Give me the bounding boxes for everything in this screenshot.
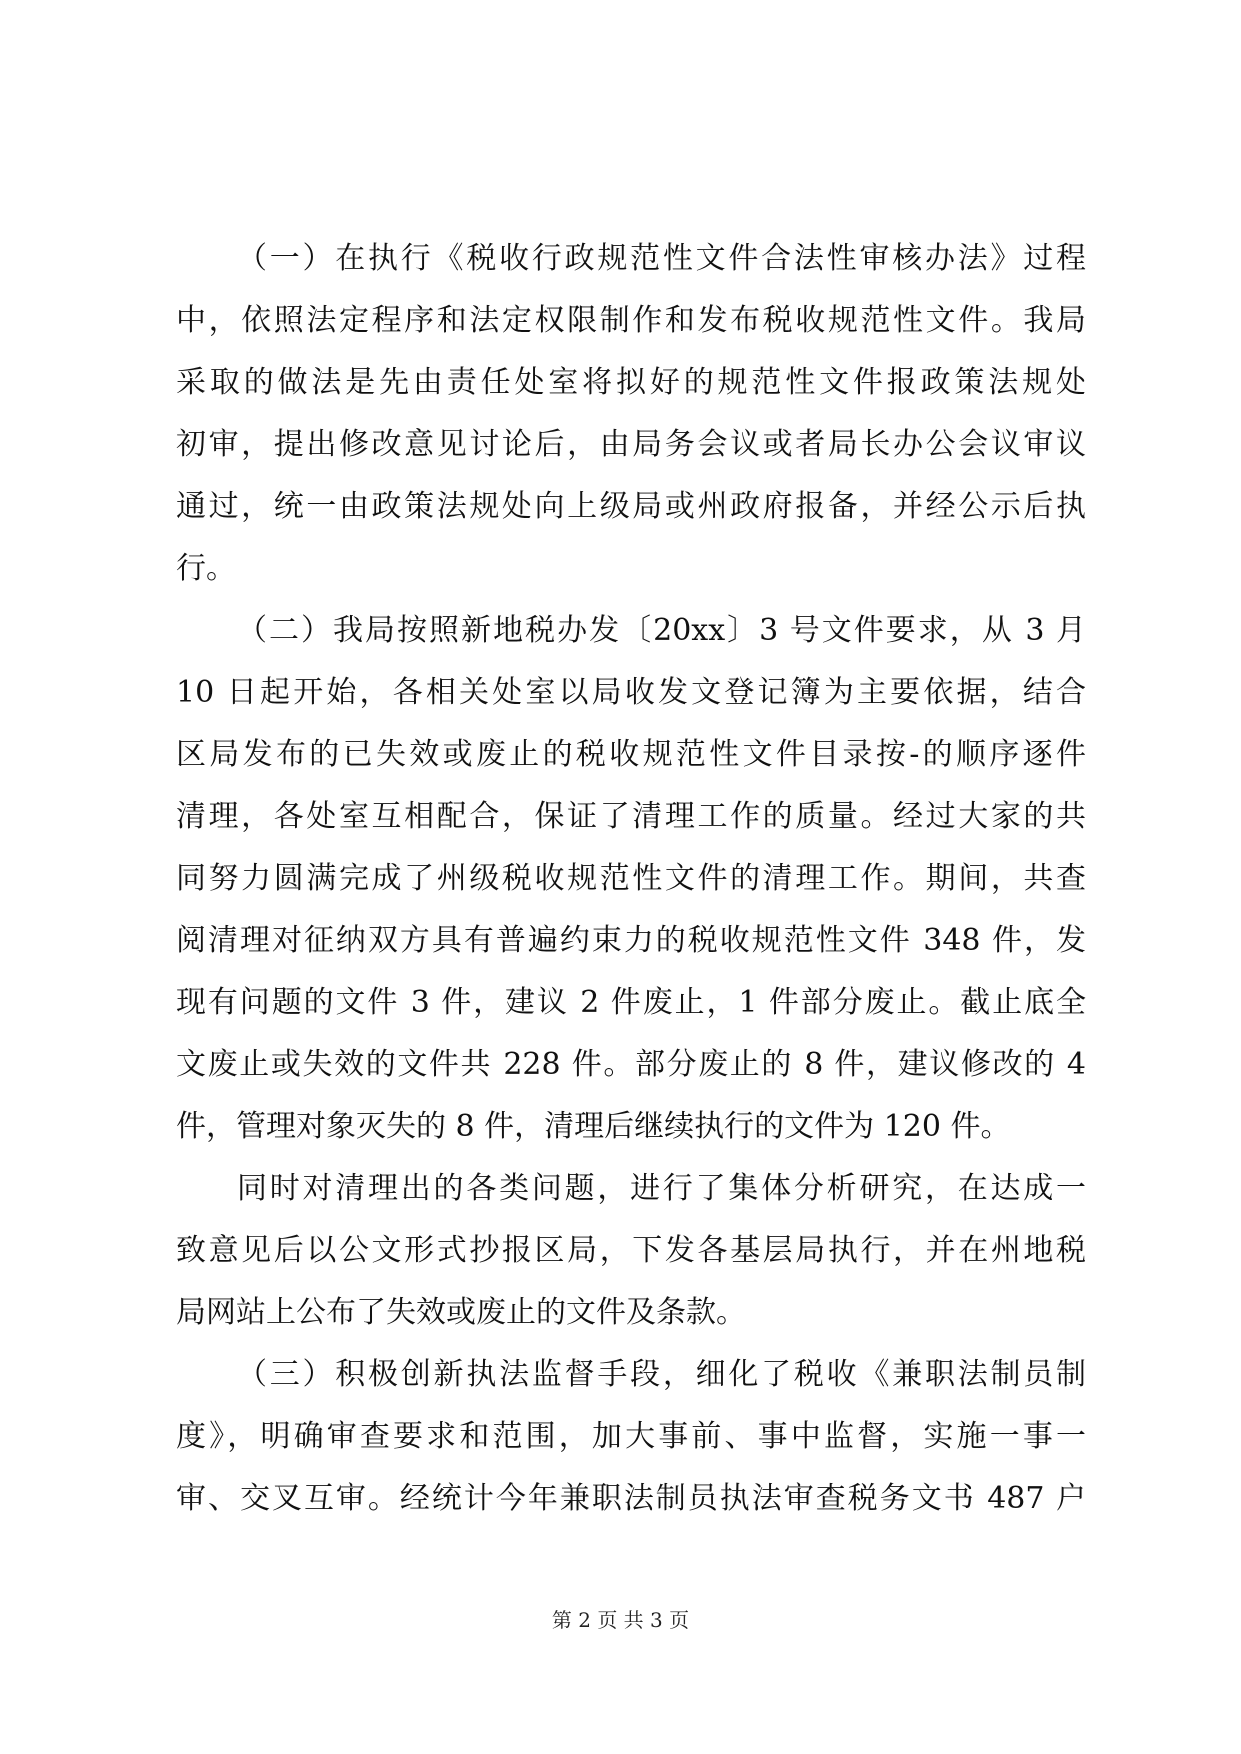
- paragraph-line: 采取的做法是先由责任处室将拟好的规范性文件报政策法规处: [176, 365, 1086, 400]
- paragraph-line: 件，管理对象灭失的 8 件，清理后继续执行的文件为 120 件。: [176, 1109, 1011, 1144]
- paragraph-line: 致意见后以公文形式抄报区局，下发各基层局执行，并在州地税: [176, 1233, 1086, 1268]
- paragraph-line: （三）积极创新执法监督手段，细化了税收《兼职法制员制: [237, 1357, 1086, 1392]
- document-body: [176, 228, 1086, 1530]
- paragraph-line: 通过，统一由政策法规处向上级局或州政府报备，并经公示后执: [176, 489, 1086, 524]
- paragraph-line: 区局发布的已失效或废止的税收规范性文件目录按-的顺序逐件: [176, 737, 1086, 772]
- paragraph-line: （一）在执行《税收行政规范性文件合法性审核办法》过程: [237, 241, 1086, 276]
- paragraph-line: 清理，各处室互相配合，保证了清理工作的质量。经过大家的共: [176, 799, 1086, 834]
- paragraph-line: 阅清理对征纳双方具有普遍约束力的税收规范性文件 348 件，发: [176, 923, 1086, 958]
- paragraph-line: 审、交叉互审。经统计今年兼职法制员执法审查税务文书 487 户: [176, 1481, 1086, 1516]
- paragraph-line: 局网站上公布了失效或废止的文件及条款。: [176, 1295, 746, 1330]
- paragraph-line: 10 日起开始，各相关处室以局收发文登记簿为主要依据，结合: [176, 675, 1086, 710]
- paragraph-1: [176, 228, 1086, 600]
- paragraph-line: 文废止或失效的文件共 228 件。部分废止的 8 件，建议修改的 4: [176, 1047, 1086, 1082]
- paragraph-line: 行。: [176, 551, 236, 586]
- paragraph-line: 同时对清理出的各类问题，进行了集体分析研究，在达成一: [237, 1171, 1086, 1206]
- paragraph-line: 中，依照法定程序和法定权限制作和发布税收规范性文件。我局: [176, 303, 1086, 338]
- paragraph-line: （二）我局按照新地税办发〔20xx〕3 号文件要求，从 3 月: [237, 613, 1086, 648]
- paragraph-line: 同努力圆满完成了州级税收规范性文件的清理工作。期间，共查: [176, 861, 1086, 896]
- paragraph-line: 初审，提出修改意见讨论后，由局务会议或者局长办公会议审议: [176, 427, 1086, 462]
- paragraph-line: 现有问题的文件 3 件，建议 2 件废止，1 件部分废止。截止底全: [176, 985, 1086, 1020]
- paragraph-4: [176, 1344, 1086, 1530]
- paragraph-3: [176, 1158, 1086, 1344]
- paragraph-line: 度》，明确审查要求和范围，加大事前、事中监督，实施一事一: [176, 1419, 1086, 1454]
- page-number-footer: 第 2 页 共 3 页: [551, 1608, 690, 1632]
- paragraph-2: [176, 600, 1086, 1158]
